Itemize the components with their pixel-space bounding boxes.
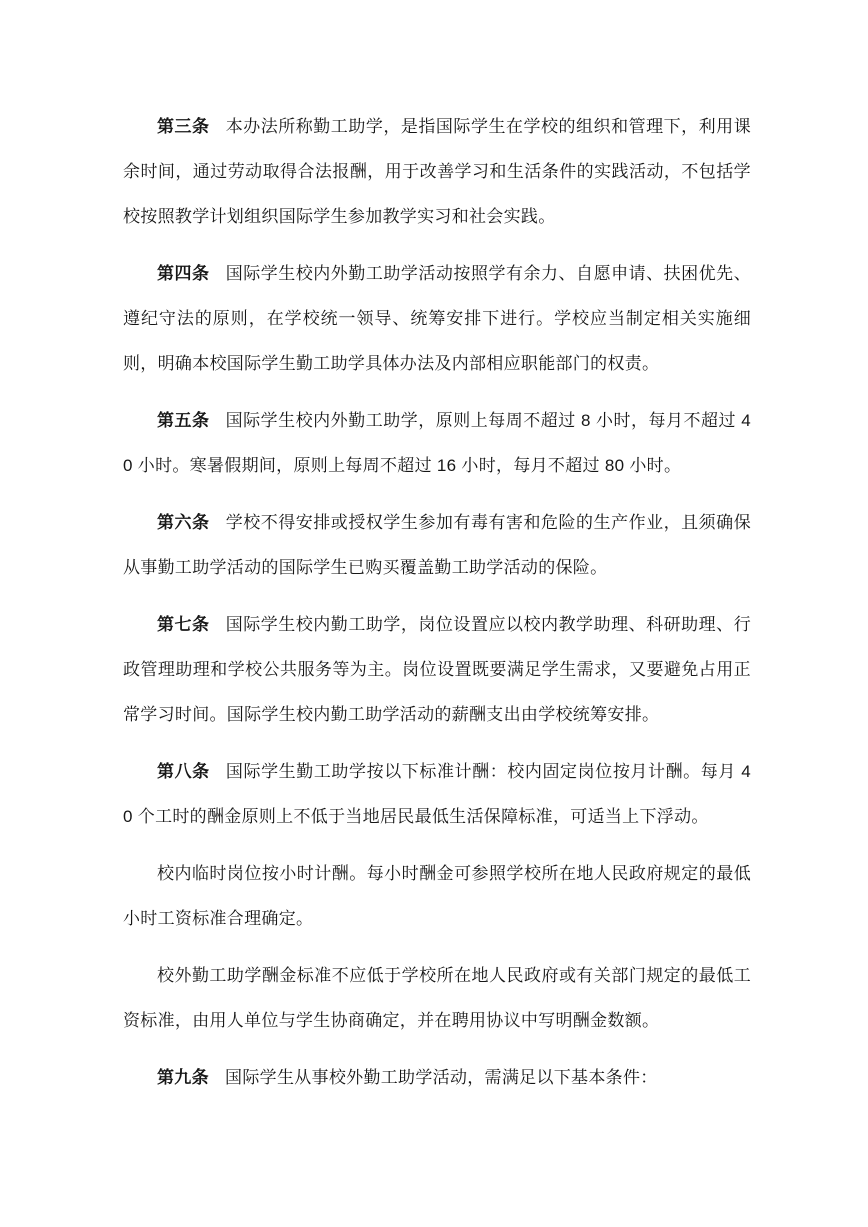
paragraph-text: 国际学生从事校外勤工助学活动，需满足以下基本条件： [225,1068,658,1087]
paragraph-article-7 [123,602,751,737]
paragraph-text: 本办法所称勤工助学，是指国际学生在学校的组织和管理下，利用课余时间，通过劳动取得合法报酬，用于改善学习和生活条件的实践活动，不包括学校按照教学计划组织国际学生参加教学实习和社会实践。 [123,117,752,226]
paragraph-article-8-cont-offcampus [123,953,751,1043]
paragraph-article-8-cont-hourly [123,851,751,941]
article-number-label: 第五条 [157,411,210,430]
paragraph-text: 国际学生校内外勤工助学，原则上每周不超过 8 小时，每月不超过 40 小时。寒暑假期间，原则上每周不超过 16 小时，每月不超过 80 小时。 [123,411,751,475]
paragraph-text: 国际学生校内勤工助学，岗位设置应以校内教学助理、科研助理、行政管理助理和学校公共服务等为主。岗位设置既要满足学生需求，又要避免占用正常学习时间。国际学生校内勤工助学活动的薪酬支出由学校统筹安排。 [123,615,752,724]
paragraph-article-5 [123,398,751,488]
paragraph-text: 校内临时岗位按小时计酬。每小时酬金可参照学校所在地人民政府规定的最低小时工资标准合理确定。 [123,864,751,928]
article-number-label: 第六条 [157,513,210,532]
paragraph-text: 国际学生校内外勤工助学活动按照学有余力、自愿申请、扶困优先、遵纪守法的原则，在学校统一领导、统筹安排下进行。学校应当制定相关实施细则，明确本校国际学生勤工助学具体办法及内部相应职能部门的权责。 [123,264,752,373]
article-number-label: 第四条 [157,264,210,283]
paragraph-article-3 [123,104,751,239]
paragraph-text: 学校不得安排或授权学生参加有毒有害和危险的生产作业，且须确保从事勤工助学活动的国际学生已购买覆盖勤工助学活动的保险。 [123,513,752,577]
paragraph-article-9 [123,1055,751,1100]
paragraph-text: 校外勤工助学酬金标准不应低于学校所在地人民政府或有关部门规定的最低工资标准，由用人单位与学生协商确定，并在聘用协议中写明酬金数额。 [123,966,751,1030]
article-number-label: 第七条 [157,615,210,634]
article-number-label: 第八条 [157,762,210,781]
paragraph-article-8 [123,749,751,839]
article-number-label: 第三条 [157,117,210,136]
paragraph-article-4 [123,251,751,386]
paragraph-text: 国际学生勤工助学按以下标准计酬：校内固定岗位按月计酬。每月 40 个工时的酬金原则上不低于当地居民最低生活保障标准，可适当上下浮动。 [123,762,751,826]
paragraph-article-6 [123,500,751,590]
article-number-label: 第九条 [157,1068,209,1087]
